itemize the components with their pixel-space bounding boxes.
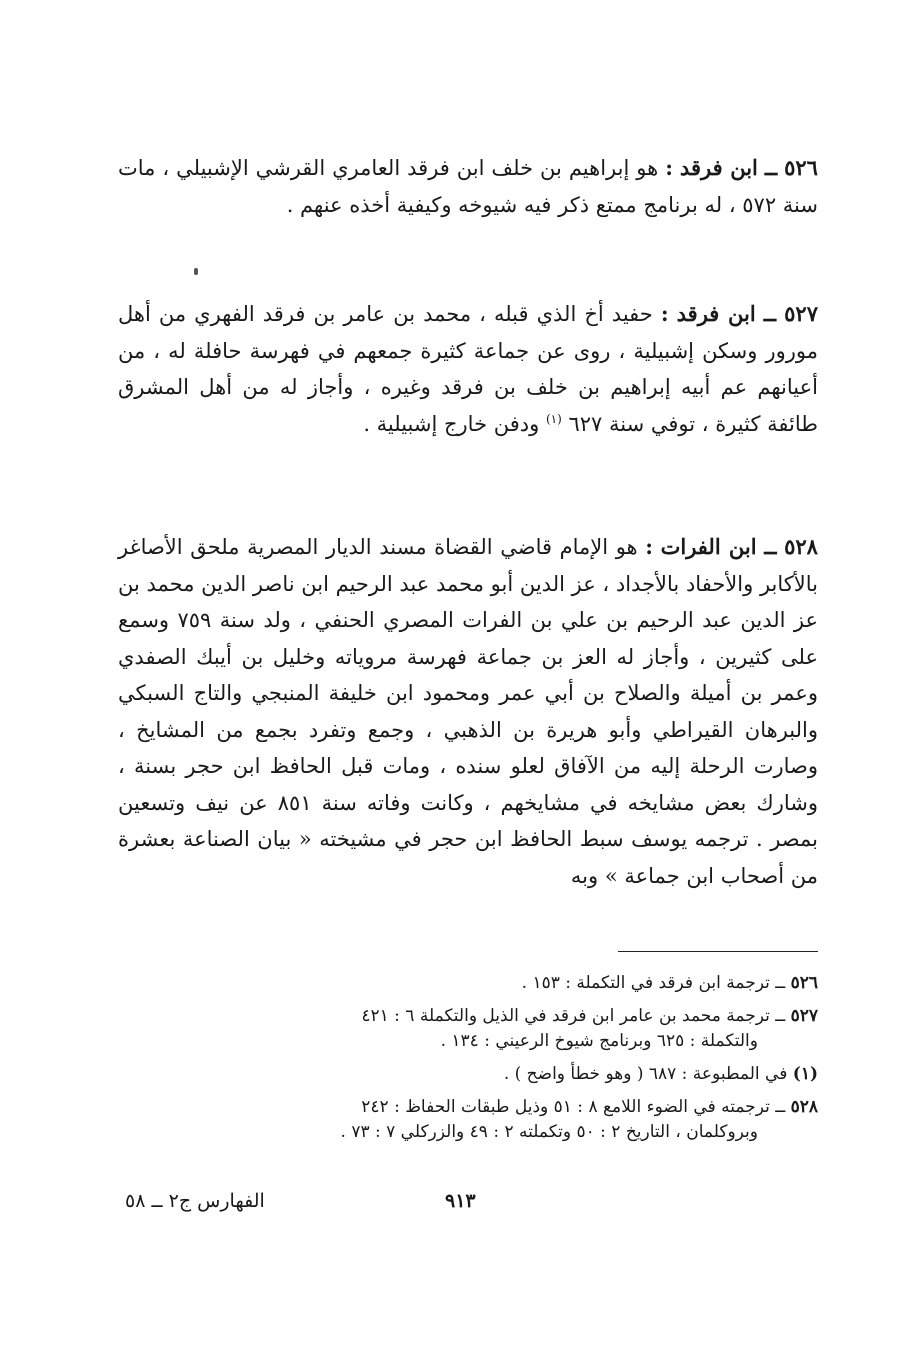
ink-speck: [194, 268, 198, 275]
footnote-526: [128, 971, 818, 996]
footnote-dash: ــ: [775, 1006, 786, 1026]
entry-text-end: ودفن خارج إشبيلية .: [363, 411, 540, 436]
colon: :: [660, 301, 669, 326]
footnote-527: [128, 1004, 818, 1054]
signature-mark: الفهارس ج٢ ــ ٥٨: [125, 1190, 265, 1212]
footnote-text-continued: وبروكلمان ، التاريخ ٢ : ٥٠ وتكملته ٢ : ٤٩ والزركلي ٧ : ٧٣ .: [340, 1122, 758, 1142]
entry-dash: ــ: [764, 534, 777, 559]
footnote-number: ٥٢٧: [790, 1006, 818, 1026]
page-number: ٩١٣: [445, 1190, 476, 1212]
entry-text: هو الإمام قاضي القضاة مسند الديار المصرية ملحق الأصاغر بالأكابر والأحفاد بالأجداد ، عز الدين أبو محمد عبد الرحيم ابن ناصر الدين محمد بن عز الدين عبد الرحيم بن علي بن الفرات المصري الحنفي ، ولد سنة ٧٥٩ وسمع على كثيرين ، وأجاز له العز بن جماعة فهرسة مروياته وخليل بن أيبك الصفدي وعمر بن أميلة والصلاح بن أبي عمر ومحمود ابن خليفة المنبجي والتاج السبكي والبرهان القيراطي وأبو هريرة بن الذهبي ، وجمع وتفرد بجمع من المشايخ ، وصارت الرحلة إليه من الآفاق لعلو سنده ، ومات قبل الحافظ ابن حجر بسنة ، وشارك بعض مشايخه في مشايخهم ، وكانت وفاته سنة ٨٥١ عن نيف وتسعين بمصر . ترجمه يوسف سبط الحافظ ابن حجر في مشيخته « بيان الصناعة بعشرة من أصحاب ابن جماعة » وبه: [118, 535, 818, 888]
entry-text: حفيد أخ الذي قبله ، محمد بن عامر بن فرقد الفهري من أهل مورور وسكن إشبيلية ، روى عن جماعة كثيرة جمعهم في فهرسة حافلة له ، من أعيانهم عم أبيه إبراهيم بن خلف بن فرقد وغيره ، وأجاز له من أهل المشرق طائفة كثيرة ، توفي سنة ٦٢٧: [118, 302, 818, 436]
footnote-number: ٥٢٨: [790, 1097, 818, 1117]
entry-number: ٥٢٨: [784, 534, 818, 559]
entry-528: [118, 529, 818, 894]
footnote-text: في المطبوعة : ٦٨٧ ( وهو خطأ واضح ) .: [503, 1064, 788, 1084]
footnote-divider: [618, 951, 818, 952]
footnote-528: [128, 1095, 818, 1145]
entry-dash: ــ: [763, 301, 777, 326]
entry-name: ابن فرقد: [679, 155, 758, 180]
entry-number: ٥٢٧: [784, 301, 818, 326]
entry-name: ابن الفرات: [660, 534, 757, 559]
footnote-text-continued: والتكملة : ٦٢٥ وبرنامج شيوخ الرعيني : ١٣٤ .: [440, 1031, 758, 1051]
footnote-number: ٥٢٦: [790, 973, 818, 993]
colon: :: [645, 534, 653, 559]
footnote-note-1: [128, 1062, 818, 1087]
entry-527: [118, 296, 818, 442]
footnote-text: ترجمة ابن فرقد في التكملة : ١٥٣ .: [521, 973, 770, 993]
entry-dash: ــ: [764, 155, 778, 180]
footnote-text: ترجمته في الضوء اللامع ٨ : ٥١ وذيل طبقات الحفاظ : ٢٤٢: [361, 1097, 770, 1117]
entry-name: ابن فرقد: [676, 301, 756, 326]
entry-text: هو إبراهيم بن خلف ابن فرقد العامري القرشي الإشبيلي ، مات سنة ٥٧٢ ، له برنامج ممتع ذكر فيه شيوخه وكيفية أخذه عنهم .: [118, 156, 818, 217]
entry-526: [118, 150, 818, 223]
footnote-marker: (١): [792, 1064, 818, 1084]
entry-number: ٥٢٦: [784, 155, 818, 180]
colon: :: [665, 155, 673, 180]
note-marker: (١): [545, 411, 562, 426]
footnote-dash: ــ: [775, 1097, 786, 1117]
footnote-text: ترجمة محمد بن عامر ابن فرقد في الذيل والتكملة ٦ : ٤٢١: [361, 1006, 770, 1026]
footnote-dash: ــ: [775, 973, 786, 993]
footnotes: [128, 971, 818, 1153]
